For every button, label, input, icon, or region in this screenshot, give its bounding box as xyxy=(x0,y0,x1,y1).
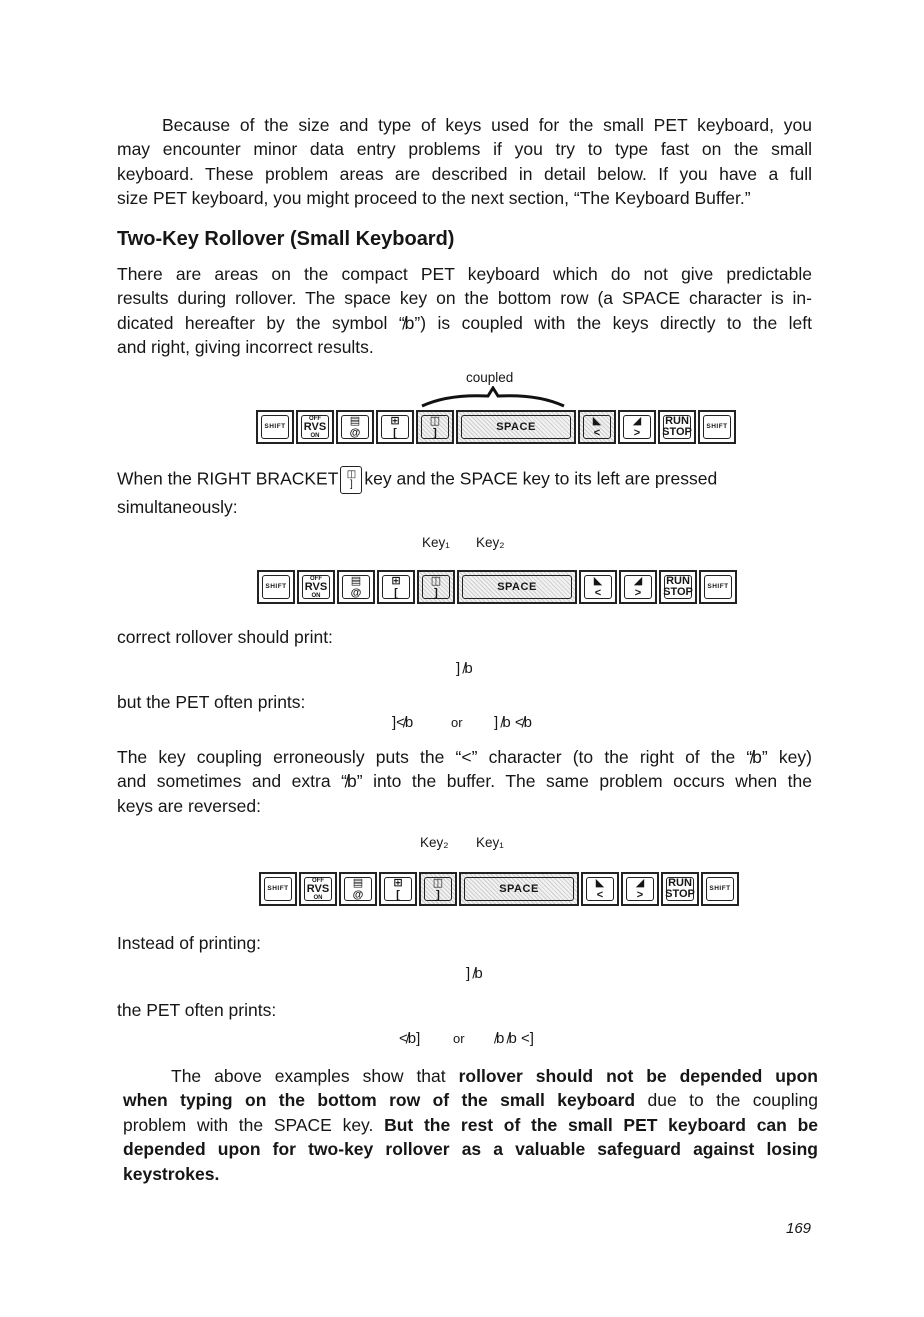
shift-key-label: SHIFT xyxy=(265,582,287,590)
right-bracket-label: ] xyxy=(434,586,438,599)
left-bracket-label: [ xyxy=(394,586,398,599)
conclusion-bold-text: when typing on the bottom row of the small keyboard xyxy=(123,1090,636,1111)
intro-line: keyboard. These problem areas are described in detail below. If you have a full xyxy=(117,163,812,184)
graphic-icon: ◣ xyxy=(595,876,605,889)
greater-than-label: > xyxy=(634,586,642,599)
less-than-key xyxy=(581,872,619,906)
rollover-paragraph xyxy=(117,262,812,360)
left-bracket-key xyxy=(377,570,415,604)
shift-key xyxy=(698,410,736,444)
right-bracket-label: ] xyxy=(436,888,440,901)
right-bracket-key xyxy=(419,872,457,906)
less-than-key xyxy=(578,410,616,444)
rvs-on-label: ON xyxy=(311,592,321,599)
space-key xyxy=(459,872,579,906)
graphic-icon: ◢ xyxy=(632,414,642,427)
key1-label: Key₁ xyxy=(422,535,450,550)
key2-label: Key₂ xyxy=(476,535,505,550)
at-key xyxy=(339,872,377,906)
graphic-icon: ◢ xyxy=(635,876,645,889)
graphic-icon: ⊞ xyxy=(391,574,401,587)
rvs-label: RVS xyxy=(306,882,330,895)
keyboard-row-diagram-3 xyxy=(259,872,739,906)
instead-label: Instead of printing: xyxy=(117,933,261,953)
shift-key-label: SHIFT xyxy=(264,422,286,430)
space-key-label: SPACE xyxy=(499,882,539,895)
greater-than-key xyxy=(621,872,659,906)
graphic-icon: ◢ xyxy=(633,574,643,587)
when-line-2: simultaneously: xyxy=(117,497,238,517)
conclusion-bold-text: rollover should not be depended upon xyxy=(458,1066,818,1086)
rvs-label: RVS xyxy=(304,580,328,593)
run-label: RUN xyxy=(668,877,692,889)
rvs-key xyxy=(297,570,335,604)
conclusion-line xyxy=(123,1064,818,1088)
rvs-key xyxy=(299,872,337,906)
rvs-off-label: OFF xyxy=(309,575,322,582)
graphic-icon: ⊞ xyxy=(393,876,403,889)
conclusion-line: keystrokes. xyxy=(123,1163,220,1184)
key2-label: Key₂ xyxy=(420,835,449,850)
graphic-icon: ⊞ xyxy=(390,414,400,427)
graphic-icon: ◣ xyxy=(593,574,603,587)
run-stop-key xyxy=(658,410,696,444)
space-key xyxy=(457,570,577,604)
space-key-label: SPACE xyxy=(496,420,536,433)
coupling-line: keys are reversed: xyxy=(117,795,261,816)
keyboard-row-diagram-1 xyxy=(256,410,736,444)
coupling-line: and sometimes and extra “̸b” into the buffer. The same problem occurs when the xyxy=(117,771,812,792)
greater-than-label: > xyxy=(636,888,644,901)
intro-line: Because of the size and type of keys used for the small PET keyboard, you xyxy=(162,115,812,135)
rvs-key xyxy=(296,410,334,444)
intro-line: may encounter minor data entry problems if you try to type fast on the small xyxy=(117,139,812,160)
conclusion-text: The above examples show that xyxy=(171,1066,459,1086)
correct-label: correct rollover should print: xyxy=(117,627,333,647)
but-output-b: ] ̸b ≮b xyxy=(494,714,532,731)
run-stop-key xyxy=(661,872,699,906)
intro-paragraph xyxy=(117,113,812,211)
graphic-icon: ◫ xyxy=(430,574,442,587)
section-heading: Two-Key Rollover (Small Keyboard) xyxy=(117,228,455,250)
left-bracket-key xyxy=(379,872,417,906)
shift-key-label: SHIFT xyxy=(706,422,728,430)
at-key-label: @ xyxy=(349,426,361,439)
shift-key-label: SHIFT xyxy=(707,582,729,590)
shift-key xyxy=(701,872,739,906)
conclusion-line: depended upon for two-key rollover as a valuable safeguard against losing xyxy=(123,1139,818,1160)
right-bracket-label: ] xyxy=(433,426,437,439)
graphic-icon: ▤ xyxy=(349,414,361,427)
rollover-line: and right, giving incorrect results. xyxy=(117,337,374,358)
coupling-brace xyxy=(418,386,568,410)
inline-key-label: ] xyxy=(350,479,353,490)
rvs-label: RVS xyxy=(303,420,327,433)
greater-than-key xyxy=(618,410,656,444)
conclusion-line xyxy=(123,1113,818,1137)
space-key-label: SPACE xyxy=(497,580,537,593)
right-bracket-inline-key xyxy=(340,466,362,494)
often-output-a: ≮b] xyxy=(399,1030,421,1047)
run-label: RUN xyxy=(665,415,689,427)
rollover-line: dicated hereafter by the symbol “̸b”) is coupled with the keys directly to the left xyxy=(117,312,812,333)
at-key-label: @ xyxy=(352,888,364,901)
graphic-icon: ◣ xyxy=(592,414,602,427)
when-text-b: key and the SPACE key to its left are pressed xyxy=(364,468,718,489)
shift-key xyxy=(256,410,294,444)
less-than-label: < xyxy=(594,586,602,599)
right-bracket-key xyxy=(416,410,454,444)
when-line-1 xyxy=(117,466,717,494)
at-key xyxy=(336,410,374,444)
coupling-line: The key coupling erroneously puts the “<” character (to the right of the “̸b” key) xyxy=(117,747,812,767)
conclusion-line xyxy=(123,1088,818,1112)
rvs-off-label: OFF xyxy=(308,415,321,422)
shift-key xyxy=(257,570,295,604)
keyboard-row-diagram-2 xyxy=(257,570,737,604)
less-than-key xyxy=(579,570,617,604)
graphic-icon: ◫ xyxy=(346,469,357,480)
greater-than-key xyxy=(619,570,657,604)
conclusion-bold-text: But the rest of the small PET keyboard can be xyxy=(384,1114,818,1135)
conclusion-paragraph xyxy=(123,1064,818,1186)
conclusion-text: problem with the SPACE key. xyxy=(123,1114,385,1135)
intro-line: size PET keyboard, you might proceed to the next section, “The Keyboard Buffer.” xyxy=(117,188,751,209)
less-than-label: < xyxy=(593,426,601,439)
stop-label: STOP xyxy=(662,426,692,438)
run-label: RUN xyxy=(666,575,690,587)
instead-output: ] ̸b xyxy=(466,965,483,982)
left-bracket-label: [ xyxy=(396,888,400,901)
but-output-a: ]≮b xyxy=(392,714,414,731)
often-label: the PET often prints: xyxy=(117,1000,277,1020)
graphic-icon: ▤ xyxy=(350,574,362,587)
often-output-b: ̸b ̸b <] xyxy=(496,1030,534,1047)
shift-key xyxy=(259,872,297,906)
shift-key-label: SHIFT xyxy=(267,884,289,892)
graphic-icon: ◫ xyxy=(432,876,444,889)
at-key-label: @ xyxy=(350,586,362,599)
less-than-label: < xyxy=(596,888,604,901)
space-key xyxy=(456,410,576,444)
coupling-paragraph xyxy=(117,745,812,818)
graphic-icon: ◫ xyxy=(429,414,441,427)
greater-than-label: > xyxy=(633,426,641,439)
right-bracket-key xyxy=(417,570,455,604)
or-word: or xyxy=(451,715,463,730)
at-key xyxy=(337,570,375,604)
left-bracket-key xyxy=(376,410,414,444)
key1-label: Key₁ xyxy=(476,835,504,850)
shift-key-label: SHIFT xyxy=(709,884,731,892)
rollover-line: There are areas on the compact PET keyboard which do not give predictable xyxy=(117,264,812,284)
left-bracket-label: [ xyxy=(393,426,397,439)
rvs-on-label: ON xyxy=(313,894,323,901)
rvs-off-label: OFF xyxy=(311,877,324,884)
graphic-icon: ▤ xyxy=(352,876,364,889)
stop-label: STOP xyxy=(665,888,695,900)
when-text-a: When the RIGHT BRACKET xyxy=(117,468,339,489)
coupled-label: coupled xyxy=(466,370,514,385)
run-stop-key xyxy=(659,570,697,604)
rollover-line: results during rollover. The space key on the bottom row (a SPACE character is in- xyxy=(117,288,812,309)
correct-output: ] ̸b xyxy=(456,660,473,677)
page-number: 169 xyxy=(786,1220,812,1237)
conclusion-text: due to the coupling xyxy=(635,1090,818,1111)
shift-key xyxy=(699,570,737,604)
rvs-on-label: ON xyxy=(310,432,320,439)
or-word: or xyxy=(453,1031,465,1046)
but-label: but the PET often prints: xyxy=(117,692,306,712)
stop-label: STOP xyxy=(663,586,693,598)
